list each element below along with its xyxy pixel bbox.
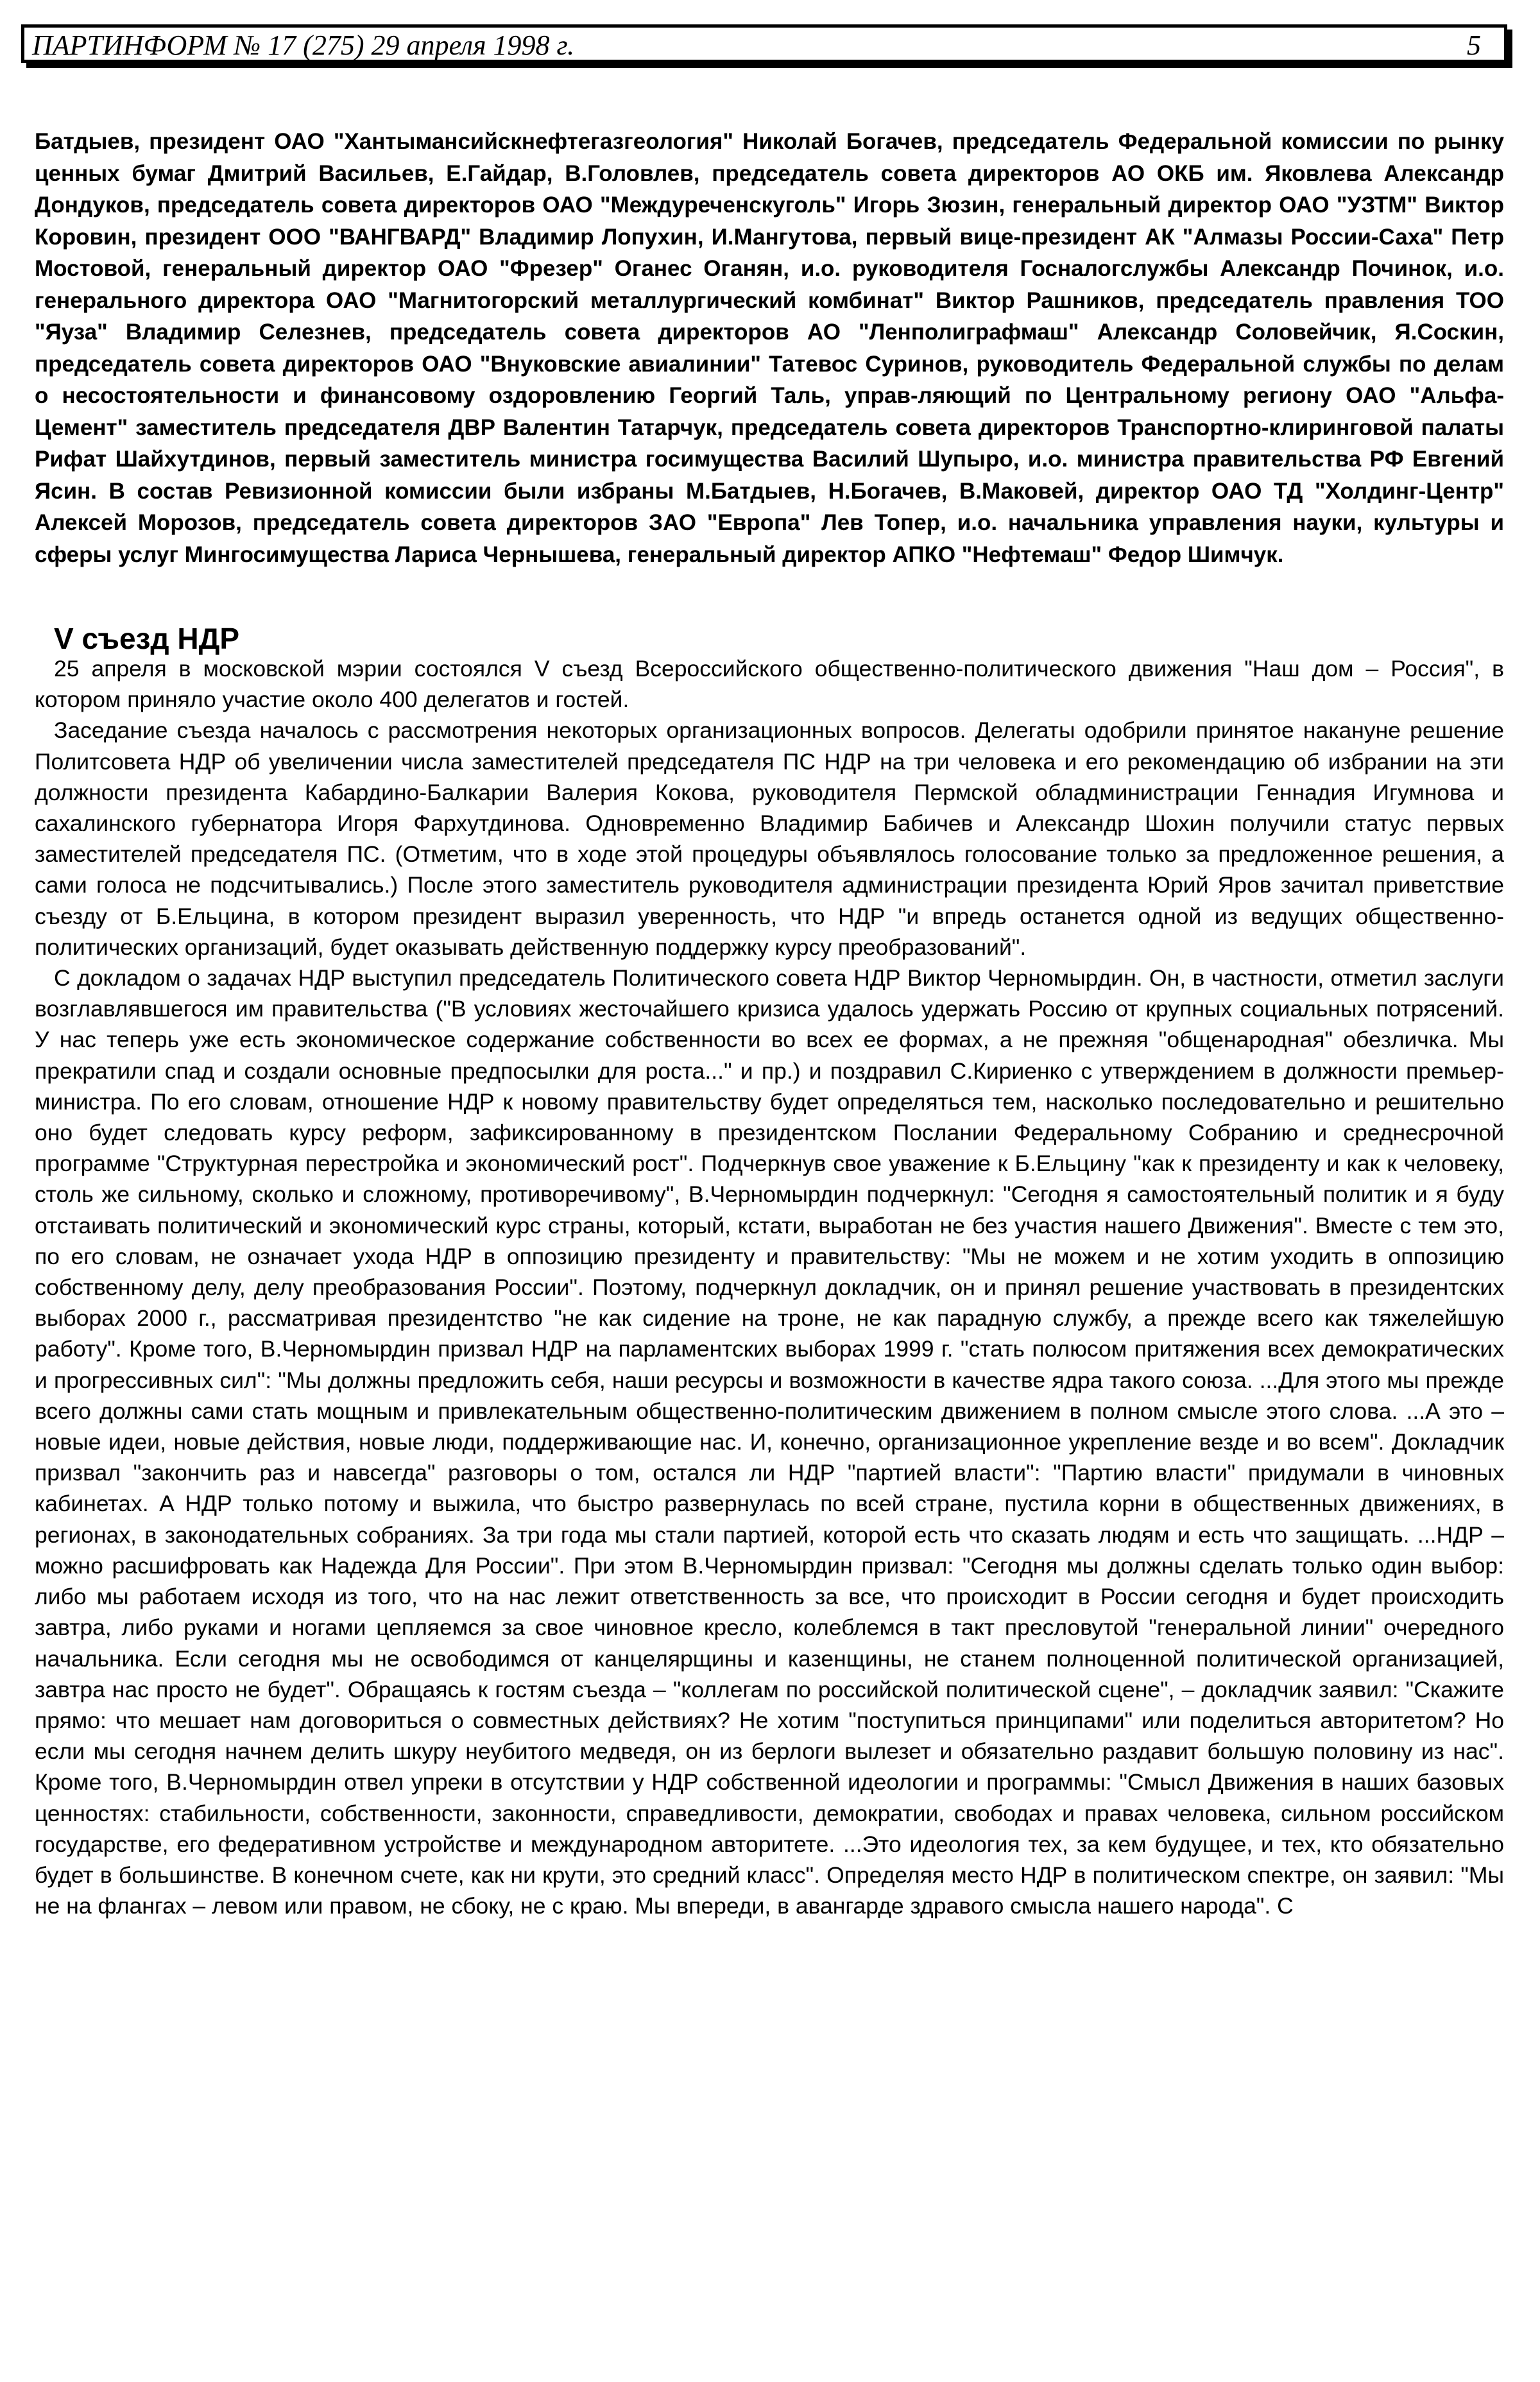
- page-header: [21, 24, 1507, 63]
- publication-title: ПАРТИНФОРМ № 17 (275) 29 апреля 1998 г.: [32, 30, 575, 61]
- article-body: [35, 653, 1504, 1921]
- article-paragraph: Заседание съезда началось с рассмотрения некоторых организационных вопросов. Делегаты одобрили принятое накануне решение Политсовета НДР об увеличении числа заместителей председателя ПС НДР на три человека и его рекомендацию об избрании на эти должности президента Кабардино-Балкарии Валерия Кокова, руководителя Пермской обладминистрации Геннадия Игумнова и сахалинского губернатора Игоря Фархутдинова. Одновременно Владимир Бабичев и Александр Шохин получили статус первых заместителей председателя ПС. (Отметим, что в ходе этой процедуры объявлялось голосование только за предложенное решения, а сами голоса не подсчитывались.) После этого заместитель руководителя администрации президента Юрий Яров зачитал приветствие съезду от Б.Ельцина, в котором президент выразил уверенность, что НДР "и впредь останется одной из ведущих общественно-политических организаций, будет оказывать действенную поддержку курсу преобразований".: [35, 717, 1504, 960]
- intro-bold-paragraph: Батдыев, президент ОАО "Хантымансийскнефтегазгеология" Николай Богачев, председатель Федеральной комиссии по рынку ценных бумаг Дмитрий Васильев, Е.Гайдар, В.Головлев, председатель совета директоров АО ОКБ им. Яковлева Александр Дондуков, председатель совета директоров ОАО "Междуреченскуголь" Игорь Зюзин, генеральный директор ОАО "УЗТМ" Виктор Коровин, президент ООО "ВАНГВАРД" Владимир Лопухин, И.Мангутова, первый вице-президент АК "Алмазы России-Саха" Петр Мостовой, генеральный директор ОАО "Фрезер" Оганес Оганян, и.о. руководителя Госналогслужбы Александр Починок, и.о. генерального директора ОАО "Магнитогорский металлургический комбинат" Виктор Рашников, председатель правления ТОО "Яуза" Владимир Селезнев, председатель совета директоров АО "Ленполиграфмаш" Александр Соловейчик, Я.Соскин, председатель совета директоров ОАО "Внуковские авиалинии" Татевос Суринов, руководитель Федеральной службы по делам о несостоятельности и финансовому оздоровлению Георгий Таль, управ-ляющий по Центральному региону ОАО "Альфа-Цемент" заместитель председателя ДВР Валентин Татарчук, председатель совета директоров Транспортно-клиринговой палаты Рифат Шайхутдинов, первый заместитель министра госимущества Василий Шупыро, и.о. министра правительства РФ Евгений Ясин. В состав Ревизионной комиссии были избраны М.Батдыев, Н.Богачев, В.Маковей, директор ОАО ТД "Холдинг-Центр" Алексей Морозов, председатель совета директоров ЗАО "Европа" Лев Топер, и.о. начальника управления науки, культуры и сферы услуг Мингосимущества Лариса Чернышева, генеральный директор АПКО "Нефтемаш" Федор Шимчук.: [35, 129, 1504, 567]
- section-title: V съезд НДР: [54, 622, 240, 655]
- article-paragraph: С докладом о задачах НДР выступил председатель Политического совета НДР Виктор Черномырдин. Он, в частности, отметил заслуги возглавлявшегося им правительства ("В условиях жесточайшего кризиса удалось удержать Россию от крупных социальных потрясений. У нас теперь уже есть экономическое содержание собственности во всех ее формах, а не прежняя "общенародная" обезличка. Мы прекратили спад и создали основные предпосылки для роста..." и пр.) и поздравил С.Кириенко с утверждением в должности премьер-министра. По его словам, отношение НДР к новому правительству будет определяться тем, насколько последовательно и решительно оно будет следовать курсу реформ, зафиксированному в президентском Послании Федеральному Собранию и среднесрочной программе "Структурная перестройка и экономический рост". Подчеркнув свое уважение к Б.Ельцину "как к президенту и как к человеку, столь же сильному, сколько и сложному, противоречивому", В.Черномырдин подчеркнул: "Сегодня я самостоятельный политик и я буду отстаивать политический и экономический курс страны, который, кстати, выработан не без участия нашего Движения". Вместе с тем это, по его словам, не означает ухода НДР в оппозицию президенту и правительству: "Мы не можем и не хотим уходить в оппозицию собственному делу, делу преобразования России". Поэтому, подчеркнул докладчик, он и принял решение участвовать в президентских выборах 2000 г., рассматривая президентство "не как сидение на троне, не как парадную службу, а прежде всего как тяжелейшую работу". Кроме того, В.Черномырдин призвал НДР на парламентских выборах 1999 г. "стать полюсом притяжения всех демократических и прогрессивных сил": "Мы должны предложить себя, наши ресурсы и возможности в качестве ядра такого союза. ...Для этого мы прежде всего должны сами стать мощным и привлекательным общественно-политическим движением в полном смысле этого слова. ...А это – новые идеи, новые действия, новые люди, поддерживающие нас. И, конечно, организационное укрепление везде и во всем". Докладчик призвал "закончить раз и навсегда" разговоры о том, остался ли НДР "партией власти": "Партию власти" придумали в чиновных кабинетах. А НДР только потому и выжила, что быстро развернулась по всей стране, пустила корни в общественных движениях, в регионах, в законодательных собраниях. За три года мы стали партией, которой есть что сказать людям и есть что защищать. ...НДР – можно расшифровать как Надежда Для России". При этом В.Черномырдин призвал: "Сегодня мы должны сделать только один выбор: либо мы работаем исходя из того, что на нас лежит ответственность за все, что происходит в России сегодня и будет происходить завтра, либо руками и ногами цепляемся за свое чиновное кресло, колеблемся в такт пресловутой "генеральной линии" очередного начальника. Если сегодня мы не освободимся от канцелярщины и казенщины, не станем полноценной политической организацией, завтра нас просто не будет". Обращаясь к гостям съезда – "коллегам по российской политической сцене", – докладчик заявил: "Скажите прямо: что мешает нам договориться о совместных действиях? Не хотим "поступиться принципами" или поделиться авторитетом? Но если мы сегодня начнем делить шкуру неубитого медведя, он из берлоги вылезет и обязательно раздавит большую половину из нас". Кроме того, В.Черномырдин отвел упреки в отсутствии у НДР собственной идеологии и программы: "Смысл Движения в наших базовых ценностях: стабильности, собственности, законности, справедливости, демократии, свободах и правах человека, сильном российском государстве, его федеративном устройстве и международном авторитете. ...Это идеология тех, за кем будущее, и тех, кто обязательно будет в большинстве. В конечном счете, как ни крути, это средний класс". Определяя место НДР в политическом спектре, он заявил: "Мы не на флангах – левом или правом, не сбоку, не с краю. Мы впереди, в авангарде здравого смысла нашего народа". С: [35, 965, 1504, 1919]
- page-number: 5: [1467, 30, 1481, 61]
- article-paragraph: 25 апреля в московской мэрии состоялся V съезд Всероссийского общественно-политического движения "Наш дом – Россия", в котором приняло участие около 400 делегатов и гостей.: [35, 656, 1504, 713]
